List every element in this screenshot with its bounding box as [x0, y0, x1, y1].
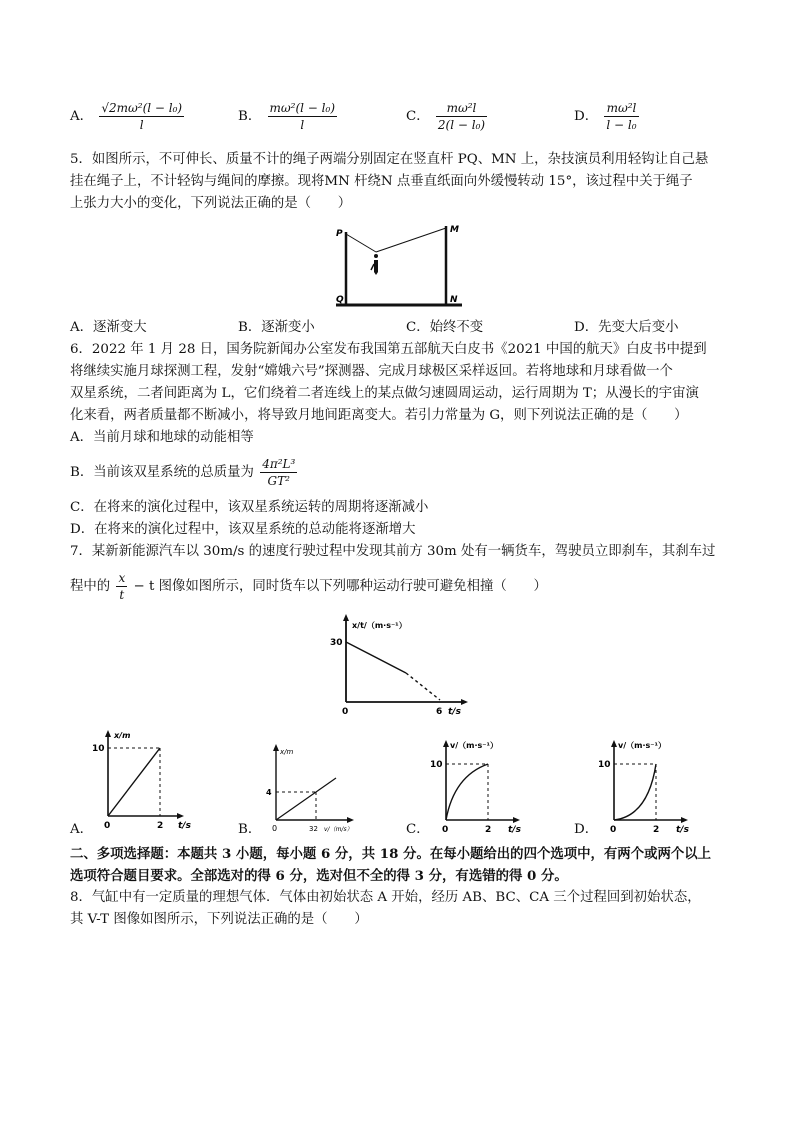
- section2-heading-line1: 二、多项选择题：本题共 3 小题，每小题 6 分，共 18 分。在每小题给出的四个选项中，有两个或两个以上: [70, 846, 712, 862]
- svg-text:0: 0: [272, 824, 278, 833]
- q7-option-c-letter: C．: [406, 822, 430, 837]
- svg-text:2: 2: [485, 825, 492, 834]
- svg-text:0: 0: [610, 825, 617, 834]
- q4-option-d: D． $\frac{\text{mω²l}}{\text{l − l₀}}$: [574, 101, 637, 132]
- q7-stem-line2: 程中的 $\frac{x}{t}$ − t 图像如图所示，同时货车以下列哪种运动行驶可避免相撞（ ）: [70, 571, 547, 602]
- q8-stem-line2: 其 V-T 图像如图所示，下列说法正确的是（ ）: [70, 912, 368, 927]
- svg-text:0: 0: [442, 825, 449, 834]
- svg-text:10: 10: [430, 760, 443, 770]
- svg-text:t/s: t/s: [178, 821, 191, 831]
- q7-option-a-letter: A．: [70, 822, 94, 837]
- q7-option-b-graph: [254, 740, 364, 834]
- q6-stem-line1: 6．2022 年 1 月 28 日，国务院新闻办公室发布我国第五部航天白皮书《2021 中国的航天》白皮书中提到: [70, 342, 707, 357]
- q7-main-graph: [326, 612, 468, 720]
- label-q: Q: [336, 295, 344, 305]
- q4-option-a: A． $\frac{\text{√2mω²(l − l₀)}}{l}$: [70, 101, 183, 132]
- svg-text:v/（m·s⁻¹）: v/（m·s⁻¹）: [618, 741, 666, 750]
- q6-option-b-fraction: $\frac{\text{4π²L³}}{\text{GT²}}$: [262, 457, 296, 488]
- q7-option-d-graph: [592, 736, 702, 834]
- q7-option-a-graph: [86, 726, 196, 834]
- label-n: N: [450, 295, 458, 305]
- q5-option-a: A．逐渐变大: [70, 320, 147, 335]
- main-xlabel: t/s: [448, 707, 461, 717]
- label-p: P: [336, 229, 343, 239]
- q5-option-d: D．先变大后变小: [574, 320, 679, 335]
- q6-stem-line3: 双星系统，二者间距离为 L，它们绕着二者连线上的某点做匀速圆周运动，运行周期为 T；从漫长的宇宙演: [70, 386, 699, 401]
- q4-option-d-fraction: $\frac{\text{mω²l}}{\text{l − l₀}}$: [606, 101, 637, 132]
- svg-text:4: 4: [266, 788, 272, 797]
- q5-option-c: C．始终不变: [406, 320, 484, 335]
- main-ylabel: x/t/（m·s⁻¹）: [352, 621, 407, 630]
- svg-text:2: 2: [157, 821, 164, 831]
- main-origin: 0: [342, 707, 349, 717]
- q6-stem-line4: 化来看，两者质量都不断减小，将导致月地间距离变大。若引力常量为 G，则下列说法正确的是（ ）: [70, 408, 688, 423]
- q6-stem-line2: 将继续实施月球探测工程，发射“嫦娥六号”探测器、完成月球极区采样返回。若将地球和月球看做一个: [70, 364, 673, 379]
- q7-option-c-graph: [424, 736, 534, 834]
- svg-text:v/（m·s⁻¹）: v/（m·s⁻¹）: [450, 741, 498, 750]
- q8-stem-line1: 8．气缸中有一定质量的理想气体．气体由初始状态 A 开始，经历 AB、BC、CA 三个过程回到初始状态，: [70, 890, 701, 905]
- q6-option-a: A．当前月球和地球的动能相等: [70, 430, 254, 445]
- q4-option-c: C． $\frac{\text{mω²l}}{\text{2(l − l₀)}}$: [406, 101, 486, 132]
- svg-text:v/（m/s）: v/（m/s）: [324, 826, 353, 833]
- svg-text:x/m: x/m: [114, 731, 131, 740]
- svg-text:32: 32: [309, 825, 318, 833]
- main-xtick-6: 6: [436, 707, 443, 717]
- q5-option-b: B．逐渐变小: [238, 320, 315, 335]
- svg-text:t/s: t/s: [508, 825, 521, 834]
- rope-left: [346, 234, 376, 252]
- svg-text:10: 10: [598, 760, 611, 770]
- svg-text:10: 10: [92, 744, 105, 754]
- rope-right: [376, 228, 446, 252]
- q4-option-c-fraction: $\frac{\text{mω²l}}{\text{2(l − l₀)}}$: [437, 101, 486, 132]
- svg-text:t/s: t/s: [676, 825, 689, 834]
- q6-option-d: D．在将来的演化过程中，该双星系统的总动能将逐渐增大: [70, 522, 416, 537]
- q4-option-b: B． $\frac{\text{mω²(l − l₀)}}{l}$: [238, 101, 336, 132]
- q7-option-b-letter: B．: [238, 822, 262, 837]
- q4-option-a-fraction: $\frac{\text{√2mω²(l − l₀)}}{l}$: [101, 101, 183, 132]
- q5-stem-line2: 挂在绳子上，不计轻钩与绳间的摩擦。现将MN 杆绕N 点垂直纸面向外缓慢转动 15°，该过程中关于绳子: [70, 174, 693, 189]
- q6-option-c: C．在将来的演化过程中，该双星系统运转的周期将逐渐减小: [70, 500, 429, 515]
- svg-text:x/m: x/m: [280, 748, 294, 756]
- q5-stem-line1: 5．如图所示，不可伸长、质量不计的绳子两端分别固定在竖直杆 PQ、MN 上，杂技演员利用轻钩让自己悬: [70, 152, 709, 167]
- q7-stem-line1: 7．某新新能源汽车以 30m/s 的速度行驶过程中发现其前方 30m 处有一辆货车，驾驶员立即刹车，其刹车过: [70, 544, 716, 559]
- svg-text:2: 2: [653, 825, 660, 834]
- q7-x-over-t-fraction: $\frac{x}{t}$: [118, 571, 126, 602]
- acrobat-icon: [371, 254, 378, 275]
- q6-option-b: B．当前该双星系统的总质量为 $\frac{\text{4π²L³}}{\text{GT²}}$: [70, 457, 296, 488]
- q4-option-b-fraction: $\frac{\text{mω²(l − l₀)}}{l}$: [269, 101, 336, 132]
- q7-option-d-letter: D．: [574, 822, 599, 837]
- q5-rope-figure: [330, 220, 470, 312]
- section2-heading-line2: 选项符合题目要求。全部选对的得 6 分，选对但不全的得 3 分，有选错的得 0 分。: [70, 868, 568, 884]
- label-m: M: [450, 225, 459, 235]
- q5-stem-line3: 上张力大小的变化，下列说法正确的是（ ）: [70, 196, 352, 211]
- svg-text:0: 0: [104, 821, 111, 831]
- main-ytick-30: 30: [330, 638, 343, 648]
